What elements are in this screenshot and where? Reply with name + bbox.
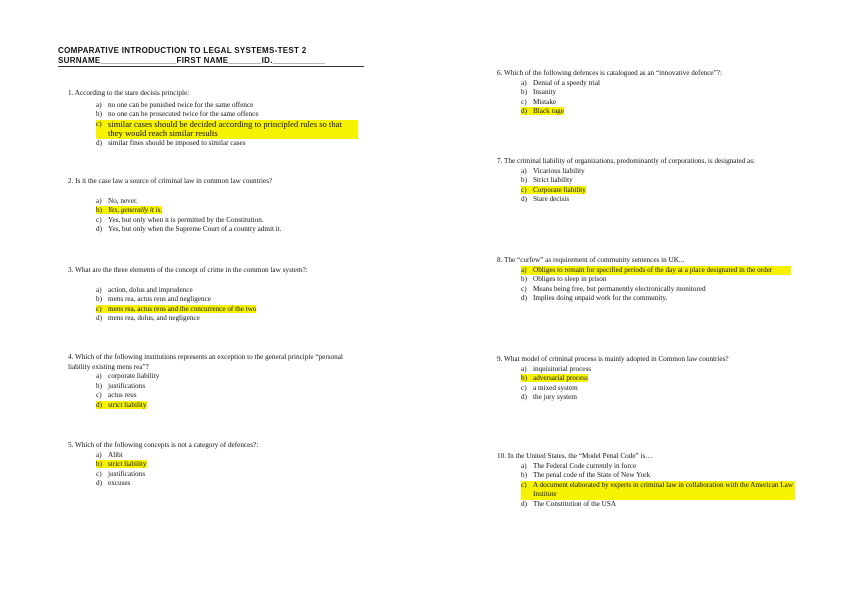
option-label: d) [96, 138, 102, 147]
option-label: d) [96, 225, 102, 234]
question-6 [497, 69, 797, 117]
question-4 [68, 353, 348, 411]
question-stem: 7. The criminal liability of organizations, predominantly of corporations, is designated as: [497, 157, 756, 165]
option-label: a) [521, 78, 527, 87]
option-label: c) [96, 120, 108, 139]
option-label: b) [96, 110, 102, 119]
question-stem: 6. Which of the following defences is catalogued as an “innovative defence”?: [497, 69, 722, 77]
option-text: the jury system [533, 393, 577, 402]
option-label: c) [521, 284, 527, 293]
option-label: a) [521, 364, 527, 373]
option-text-highlighted: strict liability [108, 460, 147, 469]
question-stem: 2. Is it the case law a source of criminal law in common law countries? [68, 177, 273, 185]
question-stem: 10. In the United States, the “Model Penal Code” is… [497, 452, 653, 460]
option-text: mens rea, actus reus and negligence [108, 295, 211, 304]
option-text-highlighted: similar cases should be decided according to principled rules so that they would reach similar results [108, 120, 358, 139]
option-label: b) [521, 88, 527, 97]
option-label: a) [521, 461, 527, 470]
option-text-highlighted: Corporate liability [533, 185, 586, 194]
option-text: justifications [108, 381, 146, 390]
option-text: Yes, but only when it is permitted by the Constitution. [108, 215, 264, 224]
option-text: action, dolus and imprudence [108, 285, 193, 294]
option-text-highlighted: Yes, generally it is. [108, 206, 163, 215]
option-label: b) [521, 374, 527, 383]
option-text-highlighted: Black rage [533, 107, 564, 116]
student-fields: SURNAME________________FIRST NAME_______ID.___________ [58, 56, 326, 65]
question-9 [497, 355, 797, 403]
option-text: The Constitution of the USA [533, 499, 617, 508]
option-text-highlighted: A document elaborated by experts in criminal law in collaboration with the American Law Institute [533, 480, 794, 499]
option-text-highlighted: mens rea, actus reus and the concurrence of the two [108, 304, 257, 313]
option-label: a) [521, 266, 533, 276]
option-text: excuses [108, 479, 131, 488]
question-2 [68, 177, 388, 235]
question-stem: 3. What are the three elements of the concept of crime in the common law system?: [68, 266, 308, 274]
option-label: d) [521, 195, 527, 204]
option-text: No, never. [108, 196, 138, 205]
option-label: b) [521, 275, 527, 284]
option-label: c) [521, 97, 527, 106]
option-text: Insanity [533, 88, 557, 97]
option-text: actus reus [108, 391, 137, 400]
question-5 [68, 441, 388, 489]
option-label: c) [521, 481, 533, 500]
option-label: b) [521, 471, 527, 480]
option-label: a) [96, 100, 102, 109]
option-label: a) [96, 196, 102, 205]
option-label: a) [96, 450, 102, 459]
option-label: b) [96, 381, 102, 390]
option-label: d) [521, 393, 527, 402]
option-label: c) [96, 469, 102, 478]
option-text-highlighted: adversarial process [533, 374, 588, 383]
option-text: Implies doing unpaid work for the community. [533, 294, 668, 303]
option-label: a) [96, 285, 102, 294]
option-text: similar fines should be imposed to similar cases [108, 138, 246, 147]
option-label: c) [96, 304, 102, 313]
option-text-highlighted: Obliges to remain for specified periods of the day at a place designated in the order [533, 266, 791, 276]
option-text: justifications [108, 469, 146, 478]
option-text-highlighted: strict liability [108, 400, 147, 409]
option-text: Mistake [533, 97, 557, 106]
option-label: a) [521, 166, 527, 175]
option-label: c) [96, 215, 102, 224]
option-text: Alibi [108, 450, 123, 459]
option-label: d) [521, 294, 527, 303]
option-text: Denial of a speedy trial [533, 78, 601, 87]
option-label: d) [96, 479, 102, 488]
option-text: Means being free, but permanently electronically monitored [533, 284, 706, 293]
option-label: d) [96, 400, 102, 409]
option-text: inquisitorial process [533, 364, 592, 373]
option-text: The Federal Code currently in force [533, 461, 637, 470]
option-label: b) [521, 176, 527, 185]
option-text: Stare decisis [533, 195, 570, 204]
question-stem: 9. What model of criminal process is mainly adopted in Common law countries? [497, 355, 729, 363]
option-text: The penal code of the State of New York [533, 471, 651, 480]
option-text: mens rea, dolus, and negligence [108, 314, 200, 323]
option-text: corporate liability [108, 372, 160, 381]
option-label: b) [96, 206, 102, 215]
question-stem: 8. The “curfew” as requirement of community sentences in UK... [497, 256, 685, 264]
option-label: b) [96, 460, 102, 469]
document-title: COMPARATIVE INTRODUCTION TO LEGAL SYSTEMS-TEST 2 [58, 46, 307, 55]
question-10 [497, 452, 797, 510]
option-label: c) [96, 391, 102, 400]
option-text: no one can be prosecuted twice for the same offence [108, 110, 259, 119]
question-3 [68, 266, 388, 324]
question-stem: 4. Which of the following institutions represents an exception to the general principle “personal liability existing mens rea”? [68, 353, 343, 371]
option-label: d) [521, 499, 527, 508]
question-1 [68, 89, 368, 149]
option-label: b) [96, 295, 102, 304]
option-label: d) [521, 107, 527, 116]
option-text: Obliges to sleep in prison [533, 275, 607, 284]
option-label: a) [96, 372, 102, 381]
option-label: d) [96, 314, 102, 323]
option-text: a mixed system [533, 383, 578, 392]
question-stem: 5. Which of the following concepts is not a category of defences?: [68, 441, 259, 449]
option-label: c) [521, 185, 527, 194]
option-text: Vicarious liability [533, 166, 585, 175]
option-text: Strict liability [533, 176, 573, 185]
question-8 [497, 256, 797, 304]
question-stem: 1. According to the stare decisis principle: [68, 89, 190, 97]
header-rule [58, 66, 364, 67]
option-text: Yes, but only when the Supreme Court of a country admit it. [108, 225, 282, 234]
question-7 [497, 157, 772, 205]
option-text: no one can be punished twice for the same offence [108, 100, 254, 109]
option-label: c) [521, 383, 527, 392]
